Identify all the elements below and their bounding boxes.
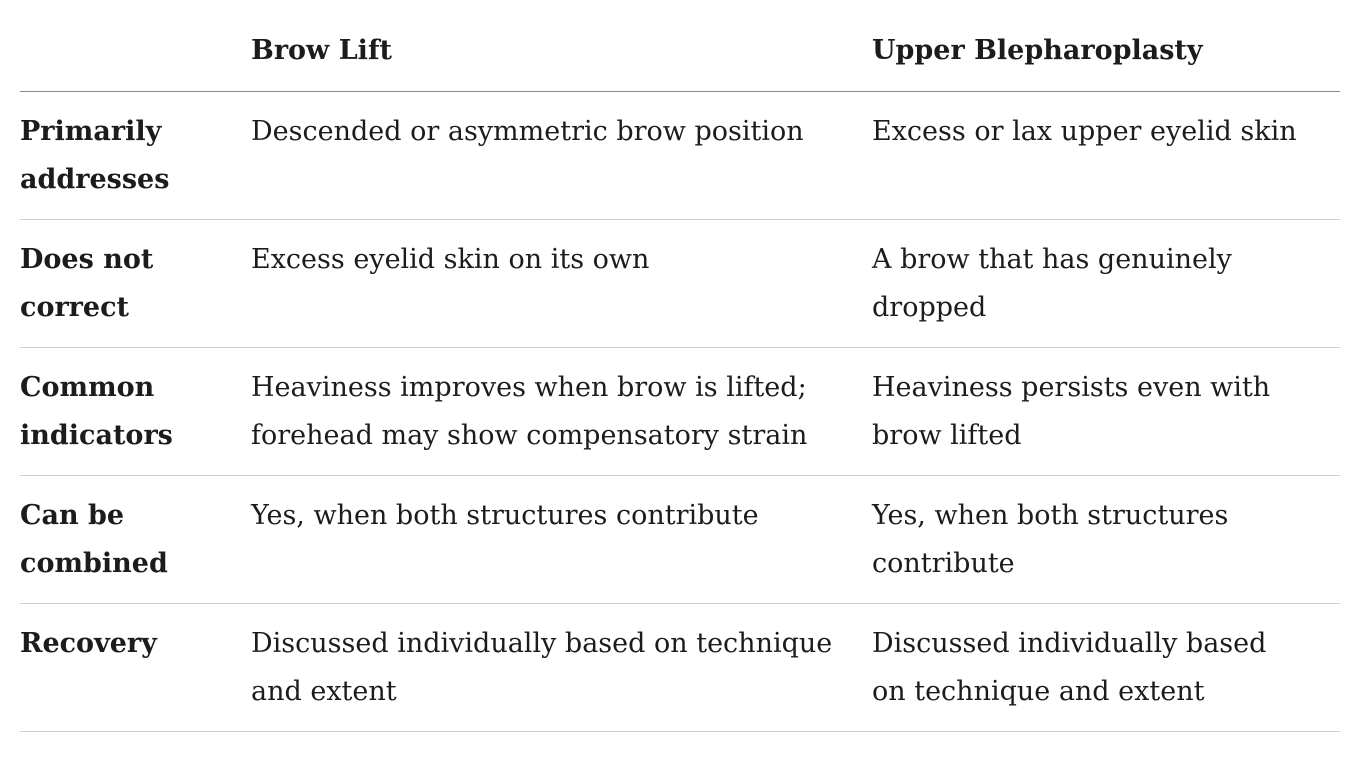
row-label-recovery: Recovery (20, 628, 157, 659)
cell-brow-lift: Discussed individually based on technique and extent (251, 628, 833, 707)
cell-upper-blepharoplasty: Excess or lax upper eyelid skin (872, 116, 1297, 147)
header-cell-empty (20, 28, 251, 91)
cell-upper-blepharoplasty: A brow that has genuinely dropped (872, 244, 1232, 323)
cell-brow-lift: Heaviness improves when brow is lifted; forehead may show compensatory strain (251, 372, 808, 451)
row-label-does-not-correct: Does not correct (20, 244, 154, 323)
row-label-common-indicators: Common indicators (20, 372, 173, 451)
header-cell-brow-lift: Brow Lift (251, 35, 393, 66)
table-row (20, 476, 1340, 604)
cell-brow-lift: Descended or asymmetric brow position (251, 116, 804, 147)
cell-brow-lift: Yes, when both structures contribute (251, 500, 759, 531)
cell-upper-blepharoplasty: Yes, when both structures contribute (872, 500, 1229, 579)
table-row (20, 604, 1340, 732)
row-label-can-be-combined: Can be combined (20, 500, 168, 579)
table-row (20, 220, 1340, 348)
header-cell-upper-blepharoplasty: Upper Blepharoplasty (872, 35, 1203, 66)
row-label-primarily-addresses: Primarily addresses (20, 116, 170, 195)
cell-brow-lift: Excess eyelid skin on its own (251, 244, 650, 275)
cell-upper-blepharoplasty: Discussed individually based on technique and extent (872, 628, 1267, 707)
table-row (20, 92, 1340, 220)
table-row (20, 348, 1340, 476)
comparison-table (20, 28, 1340, 732)
table-header-row (20, 28, 1340, 92)
cell-upper-blepharoplasty: Heaviness persists even with brow lifted (872, 372, 1271, 451)
